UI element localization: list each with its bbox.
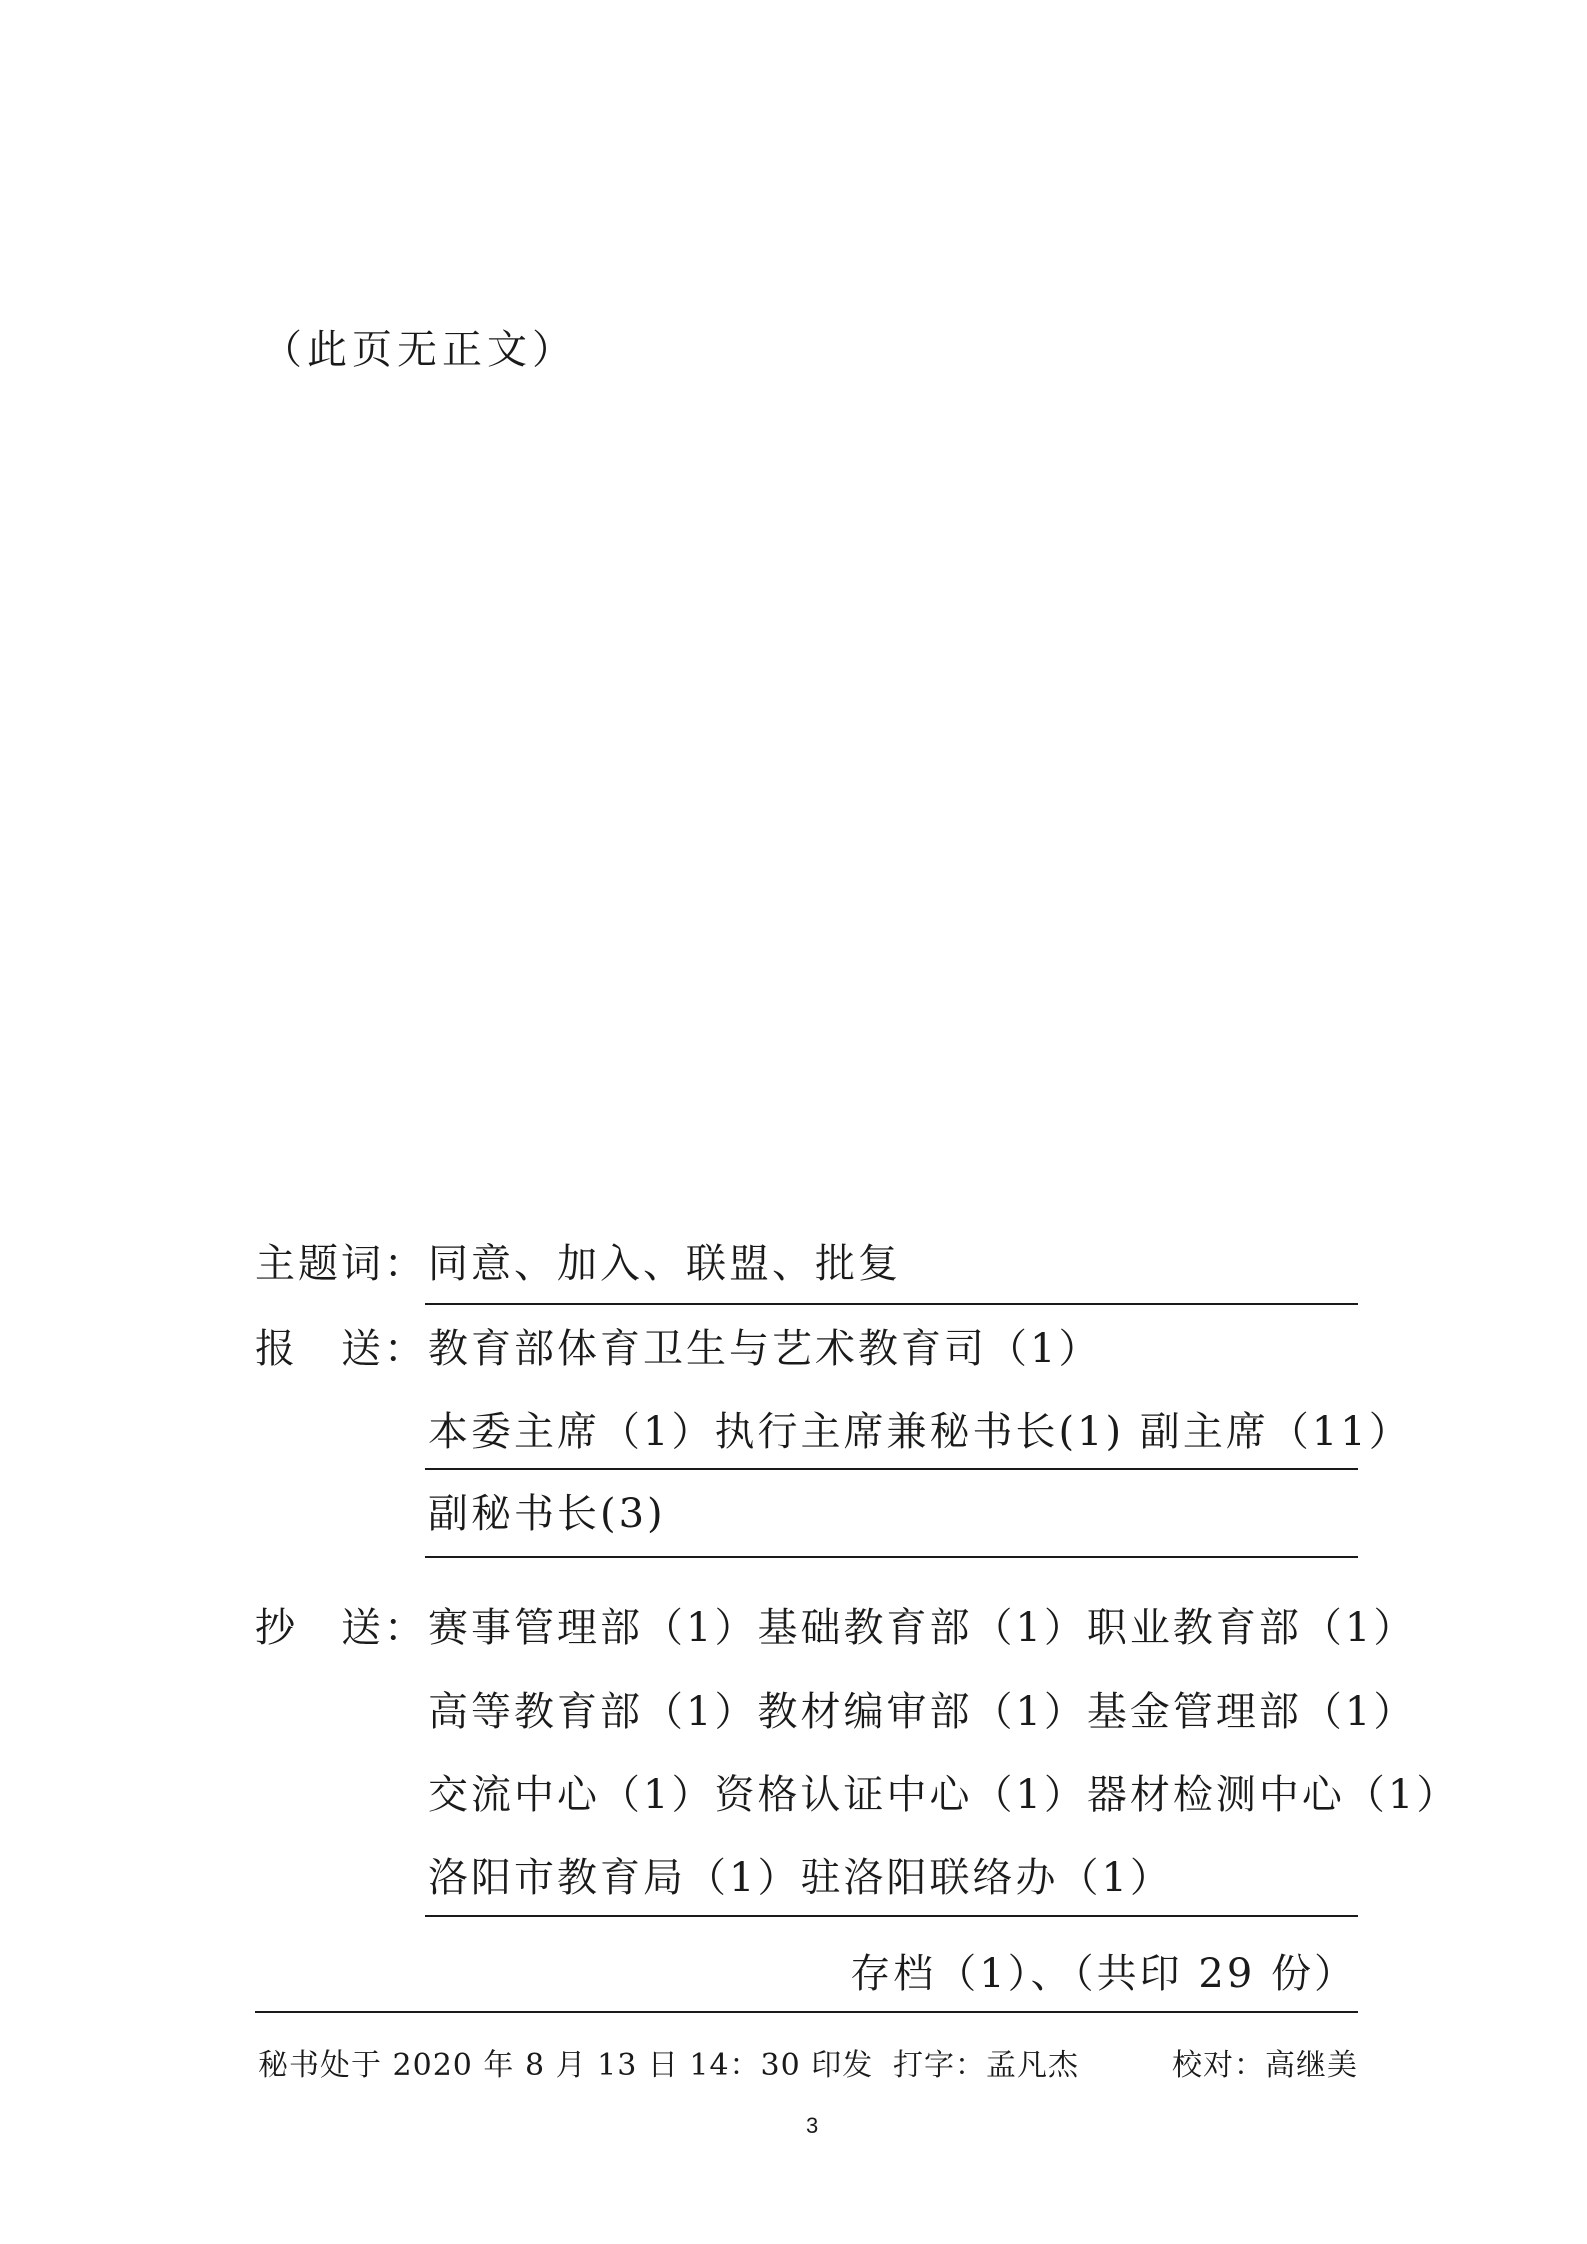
typist: 打字：孟凡杰 xyxy=(893,2048,1079,2083)
divider-report-2 xyxy=(425,1556,1358,1558)
copy-to-line-1: 赛事管理部（1）基础教育部（1）职业教育部（1） xyxy=(428,1605,1417,1651)
no-body-note: （此页无正文） xyxy=(262,327,577,373)
issue-info: 秘书处于 2020 年 8 月 13 日 14：30 印发 xyxy=(258,2048,874,2083)
report-to-label: 报 送： xyxy=(255,1326,427,1372)
divider-report-1 xyxy=(425,1468,1358,1470)
divider-subject xyxy=(425,1303,1358,1305)
copy-to-line-3: 交流中心（1）资格认证中心（1）器材检测中心（1） xyxy=(428,1772,1460,1818)
report-to-line-3: 副秘书长(3) xyxy=(428,1491,666,1537)
copy-to-label: 抄 送： xyxy=(255,1605,427,1651)
divider-footer xyxy=(255,2011,1358,2013)
archive-note: 存档（1）、（共印 29 份） xyxy=(850,1951,1357,1997)
divider-copy xyxy=(425,1915,1358,1917)
report-to-line-1: 教育部体育卫生与艺术教育司（1） xyxy=(428,1326,1102,1372)
copy-to-line-4: 洛阳市教育局（1）驻洛阳联络办（1） xyxy=(428,1855,1173,1901)
copy-to-line-2: 高等教育部（1）教材编审部（1）基金管理部（1） xyxy=(428,1689,1417,1735)
page-number: 3 xyxy=(806,2113,819,2138)
report-to-line-2: 本委主席（1）执行主席兼秘书长(1) 副主席（11） xyxy=(428,1409,1412,1455)
proofreader: 校对：高继美 xyxy=(1172,2048,1358,2083)
subject-label: 主题词： xyxy=(255,1241,427,1287)
subject-text: 同意、加入、联盟、批复 xyxy=(428,1241,901,1287)
